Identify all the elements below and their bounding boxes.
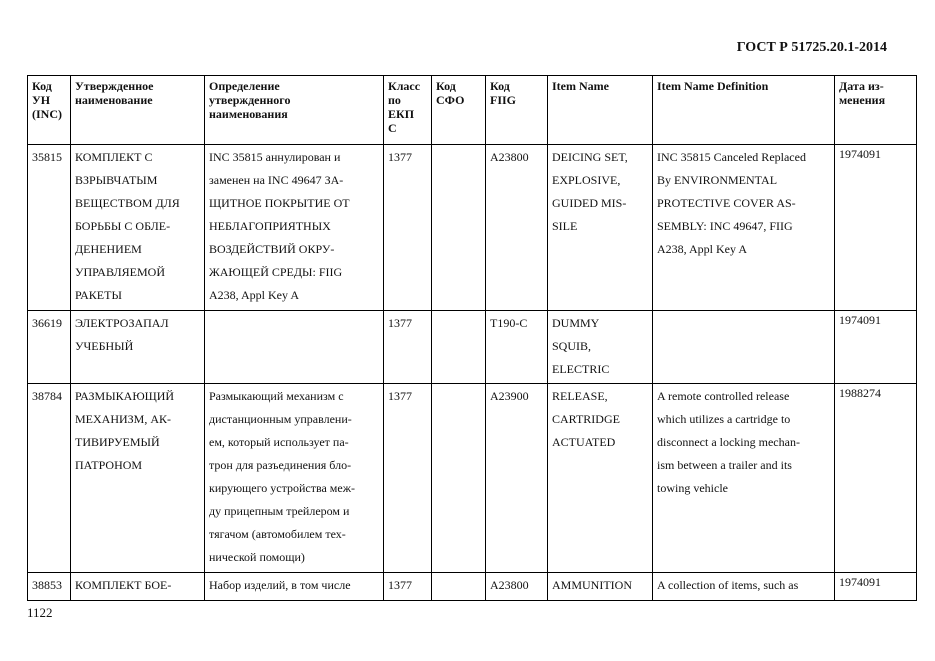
- cell-text-line: INC 35815 аннулирован и: [209, 150, 341, 164]
- cell-text-line: нической помощи): [209, 550, 305, 564]
- table-body: [28, 145, 917, 601]
- cell-text-line: By ENVIRONMENTAL: [657, 173, 778, 187]
- cell-text-line: 1377: [388, 150, 412, 164]
- column-header-sfo: [432, 76, 486, 145]
- cell-text-line: DEICING SET,: [552, 150, 628, 164]
- cell-text-line: 1974091: [839, 313, 881, 327]
- cell-text-line: SEMBLY: INC 49647, FIIG: [657, 219, 793, 233]
- cell-item-def: [653, 573, 835, 601]
- cell-def-ru: [205, 573, 384, 601]
- column-header-line: Item Name: [552, 79, 609, 93]
- cell-text-line: РАЗМЫКАЮЩИЙ: [75, 389, 175, 403]
- cell-name-ru: [71, 145, 205, 311]
- cell-text-line: БОРЬБЫ С ОБЛЕ-: [75, 219, 171, 233]
- column-header-line: Код: [490, 79, 510, 93]
- cell-text-line: 1377: [388, 578, 412, 592]
- cell-text-line: A23900: [490, 389, 529, 403]
- cell-item-def: [653, 384, 835, 573]
- table-row: [28, 145, 917, 311]
- cell-fiig: [486, 384, 548, 573]
- cell-text-line: Набор изделий, в том числе: [209, 578, 351, 592]
- cell-text-line: УПРАВЛЯЕМОЙ: [75, 265, 165, 279]
- cell-text-line: EXPLOSIVE,: [552, 173, 621, 187]
- cell-class: [384, 311, 432, 384]
- column-header-line: наименование: [75, 93, 153, 107]
- cell-text-line: НЕБЛАГОПРИЯТНЫХ: [209, 219, 331, 233]
- cell-text-line: ПАТРОНОМ: [75, 458, 143, 472]
- column-header-line: наименования: [209, 107, 288, 121]
- column-header-name-ru: [71, 76, 205, 145]
- cell-item-name: [548, 384, 653, 573]
- cell-def-ru: [205, 145, 384, 311]
- column-header-line: ЕКП: [388, 107, 415, 121]
- cell-fiig: [486, 145, 548, 311]
- cell-text-line: тягачом (автомобилем тех-: [209, 527, 346, 541]
- column-header-line: Код: [32, 79, 52, 93]
- cell-text-line: ACTUATED: [552, 435, 616, 449]
- column-header-item-name: [548, 76, 653, 145]
- page-number: 1122: [27, 605, 53, 620]
- column-header-line: Определение: [209, 79, 280, 93]
- cell-text-line: Размыкающий механизм с: [209, 389, 344, 403]
- cell-text-line: GUIDED MIS-: [552, 196, 627, 210]
- cell-item-name: [548, 145, 653, 311]
- cell-text-line: A23800: [490, 150, 529, 164]
- column-header-line: (INC): [32, 107, 62, 121]
- cell-def-ru: [205, 384, 384, 573]
- cell-text-line: ТИВИРУЕМЫЙ: [75, 435, 160, 449]
- cell-name-ru: [71, 384, 205, 573]
- cell-def-ru: [205, 311, 384, 384]
- column-header-fiig: [486, 76, 548, 145]
- cell-text-line: МЕХАНИЗМ, АК-: [75, 412, 172, 426]
- cell-text-line: ем, который использует па-: [209, 435, 349, 449]
- cell-sfo: [432, 573, 486, 601]
- cell-text-line: AMMUNITION: [552, 578, 632, 592]
- cell-text-line: SILE: [552, 219, 578, 233]
- cell-text-line: 1988274: [839, 386, 881, 400]
- cell-text-line: КОМПЛЕКТ БОЕ-: [75, 578, 172, 592]
- cell-text-line: 38853: [32, 578, 62, 592]
- cell-text-line: A collection of items, such as: [657, 578, 799, 592]
- cell-text-line: RELEASE,: [552, 389, 608, 403]
- cell-fiig: [486, 573, 548, 601]
- cell-text-line: ВЕЩЕСТВОМ ДЛЯ: [75, 196, 180, 210]
- cell-text-line: which utilizes a cartridge to: [657, 412, 791, 426]
- cell-text-line: 1974091: [839, 147, 881, 161]
- cell-sfo: [432, 311, 486, 384]
- cell-text-line: 38784: [32, 389, 62, 403]
- cell-item-def: [653, 145, 835, 311]
- cell-class: [384, 573, 432, 601]
- table-header-row: [28, 76, 917, 145]
- cell-sfo: [432, 384, 486, 573]
- cell-text-line: 1377: [388, 389, 412, 403]
- column-header-line: утвержденного: [209, 93, 291, 107]
- column-header-line: Код: [436, 79, 456, 93]
- cell-text-line: ВЗРЫВЧАТЫМ: [75, 173, 158, 187]
- cell-date: [835, 384, 917, 573]
- column-header-line: менения: [839, 93, 886, 107]
- cell-text-line: T190-C: [490, 316, 528, 330]
- table-row: [28, 311, 917, 384]
- cell-text-line: CARTRIDGE: [552, 412, 620, 426]
- cell-class: [384, 384, 432, 573]
- cell-text-line: A remote controlled release: [657, 389, 790, 403]
- cell-inc: [28, 573, 71, 601]
- cell-item-name: [548, 311, 653, 384]
- cell-text-line: КОМПЛЕКТ С: [75, 150, 153, 164]
- cell-text-line: кирующего устройства меж-: [209, 481, 355, 495]
- column-header-item-def: [653, 76, 835, 145]
- cell-date: [835, 573, 917, 601]
- cell-text-line: disconnect a locking mechan-: [657, 435, 800, 449]
- table-row: [28, 573, 917, 601]
- cell-text-line: УЧЕБНЫЙ: [75, 339, 134, 353]
- cell-text-line: SQUIB,: [552, 339, 592, 353]
- column-header-line: FIIG: [490, 93, 517, 107]
- cell-text-line: A238, Appl Key A: [209, 288, 299, 302]
- catalog-table: [27, 75, 917, 601]
- column-header-line: по: [388, 93, 401, 107]
- column-header-line: СФО: [436, 93, 465, 107]
- cell-fiig: [486, 311, 548, 384]
- column-header-class: [384, 76, 432, 145]
- cell-inc: [28, 384, 71, 573]
- column-header-inc: [28, 76, 71, 145]
- cell-inc: [28, 311, 71, 384]
- cell-text-line: РАКЕТЫ: [75, 288, 122, 302]
- column-header-def-ru: [205, 76, 384, 145]
- cell-sfo: [432, 145, 486, 311]
- cell-text-line: ду прицепным трейлером и: [209, 504, 350, 518]
- cell-text-line: ELECTRIC: [552, 362, 610, 376]
- column-header-date: [835, 76, 917, 145]
- cell-text-line: 1377: [388, 316, 412, 330]
- cell-text-line: 36619: [32, 316, 62, 330]
- cell-text-line: ЖАЮЩЕЙ СРЕДЫ: FIIG: [209, 265, 343, 279]
- cell-name-ru: [71, 311, 205, 384]
- cell-item-name: [548, 573, 653, 601]
- cell-text-line: ДЕНЕНИЕМ: [75, 242, 142, 256]
- cell-text-line: заменен на INC 49647 ЗА-: [209, 173, 344, 187]
- cell-class: [384, 145, 432, 311]
- cell-inc: [28, 145, 71, 311]
- cell-text-line: 35815: [32, 150, 62, 164]
- cell-text-line: 1974091: [839, 575, 881, 589]
- cell-text-line: PROTECTIVE COVER AS-: [657, 196, 796, 210]
- cell-date: [835, 311, 917, 384]
- cell-text-line: DUMMY: [552, 316, 600, 330]
- cell-text-line: A238, Appl Key A: [657, 242, 747, 256]
- cell-text-line: ism between a trailer and its: [657, 458, 792, 472]
- cell-text-line: трон для разъединения бло-: [209, 458, 352, 472]
- cell-text-line: ЭЛЕКТРОЗАПАЛ: [75, 316, 169, 330]
- table-row: [28, 384, 917, 573]
- column-header-line: Дата из-: [839, 79, 884, 93]
- cell-name-ru: [71, 573, 205, 601]
- column-header-line: УН: [32, 93, 51, 107]
- cell-text-line: INC 35815 Canceled Replaced: [657, 150, 806, 164]
- cell-text-line: дистанционным управлени-: [209, 412, 352, 426]
- column-header-line: С: [388, 121, 397, 135]
- document-standard-header: ГОСТ Р 51725.20.1-2014: [736, 40, 887, 55]
- cell-text-line: ЩИТНОЕ ПОКРЫТИЕ ОТ: [209, 196, 350, 210]
- column-header-line: Утвержденное: [75, 79, 154, 93]
- cell-text-line: towing vehicle: [657, 481, 728, 495]
- column-header-line: Item Name Definition: [657, 79, 769, 93]
- column-header-line: Класс: [388, 79, 421, 93]
- cell-text-line: ВОЗДЕЙСТВИЙ ОКРУ-: [209, 242, 335, 256]
- cell-item-def: [653, 311, 835, 384]
- cell-date: [835, 145, 917, 311]
- cell-text-line: A23800: [490, 578, 529, 592]
